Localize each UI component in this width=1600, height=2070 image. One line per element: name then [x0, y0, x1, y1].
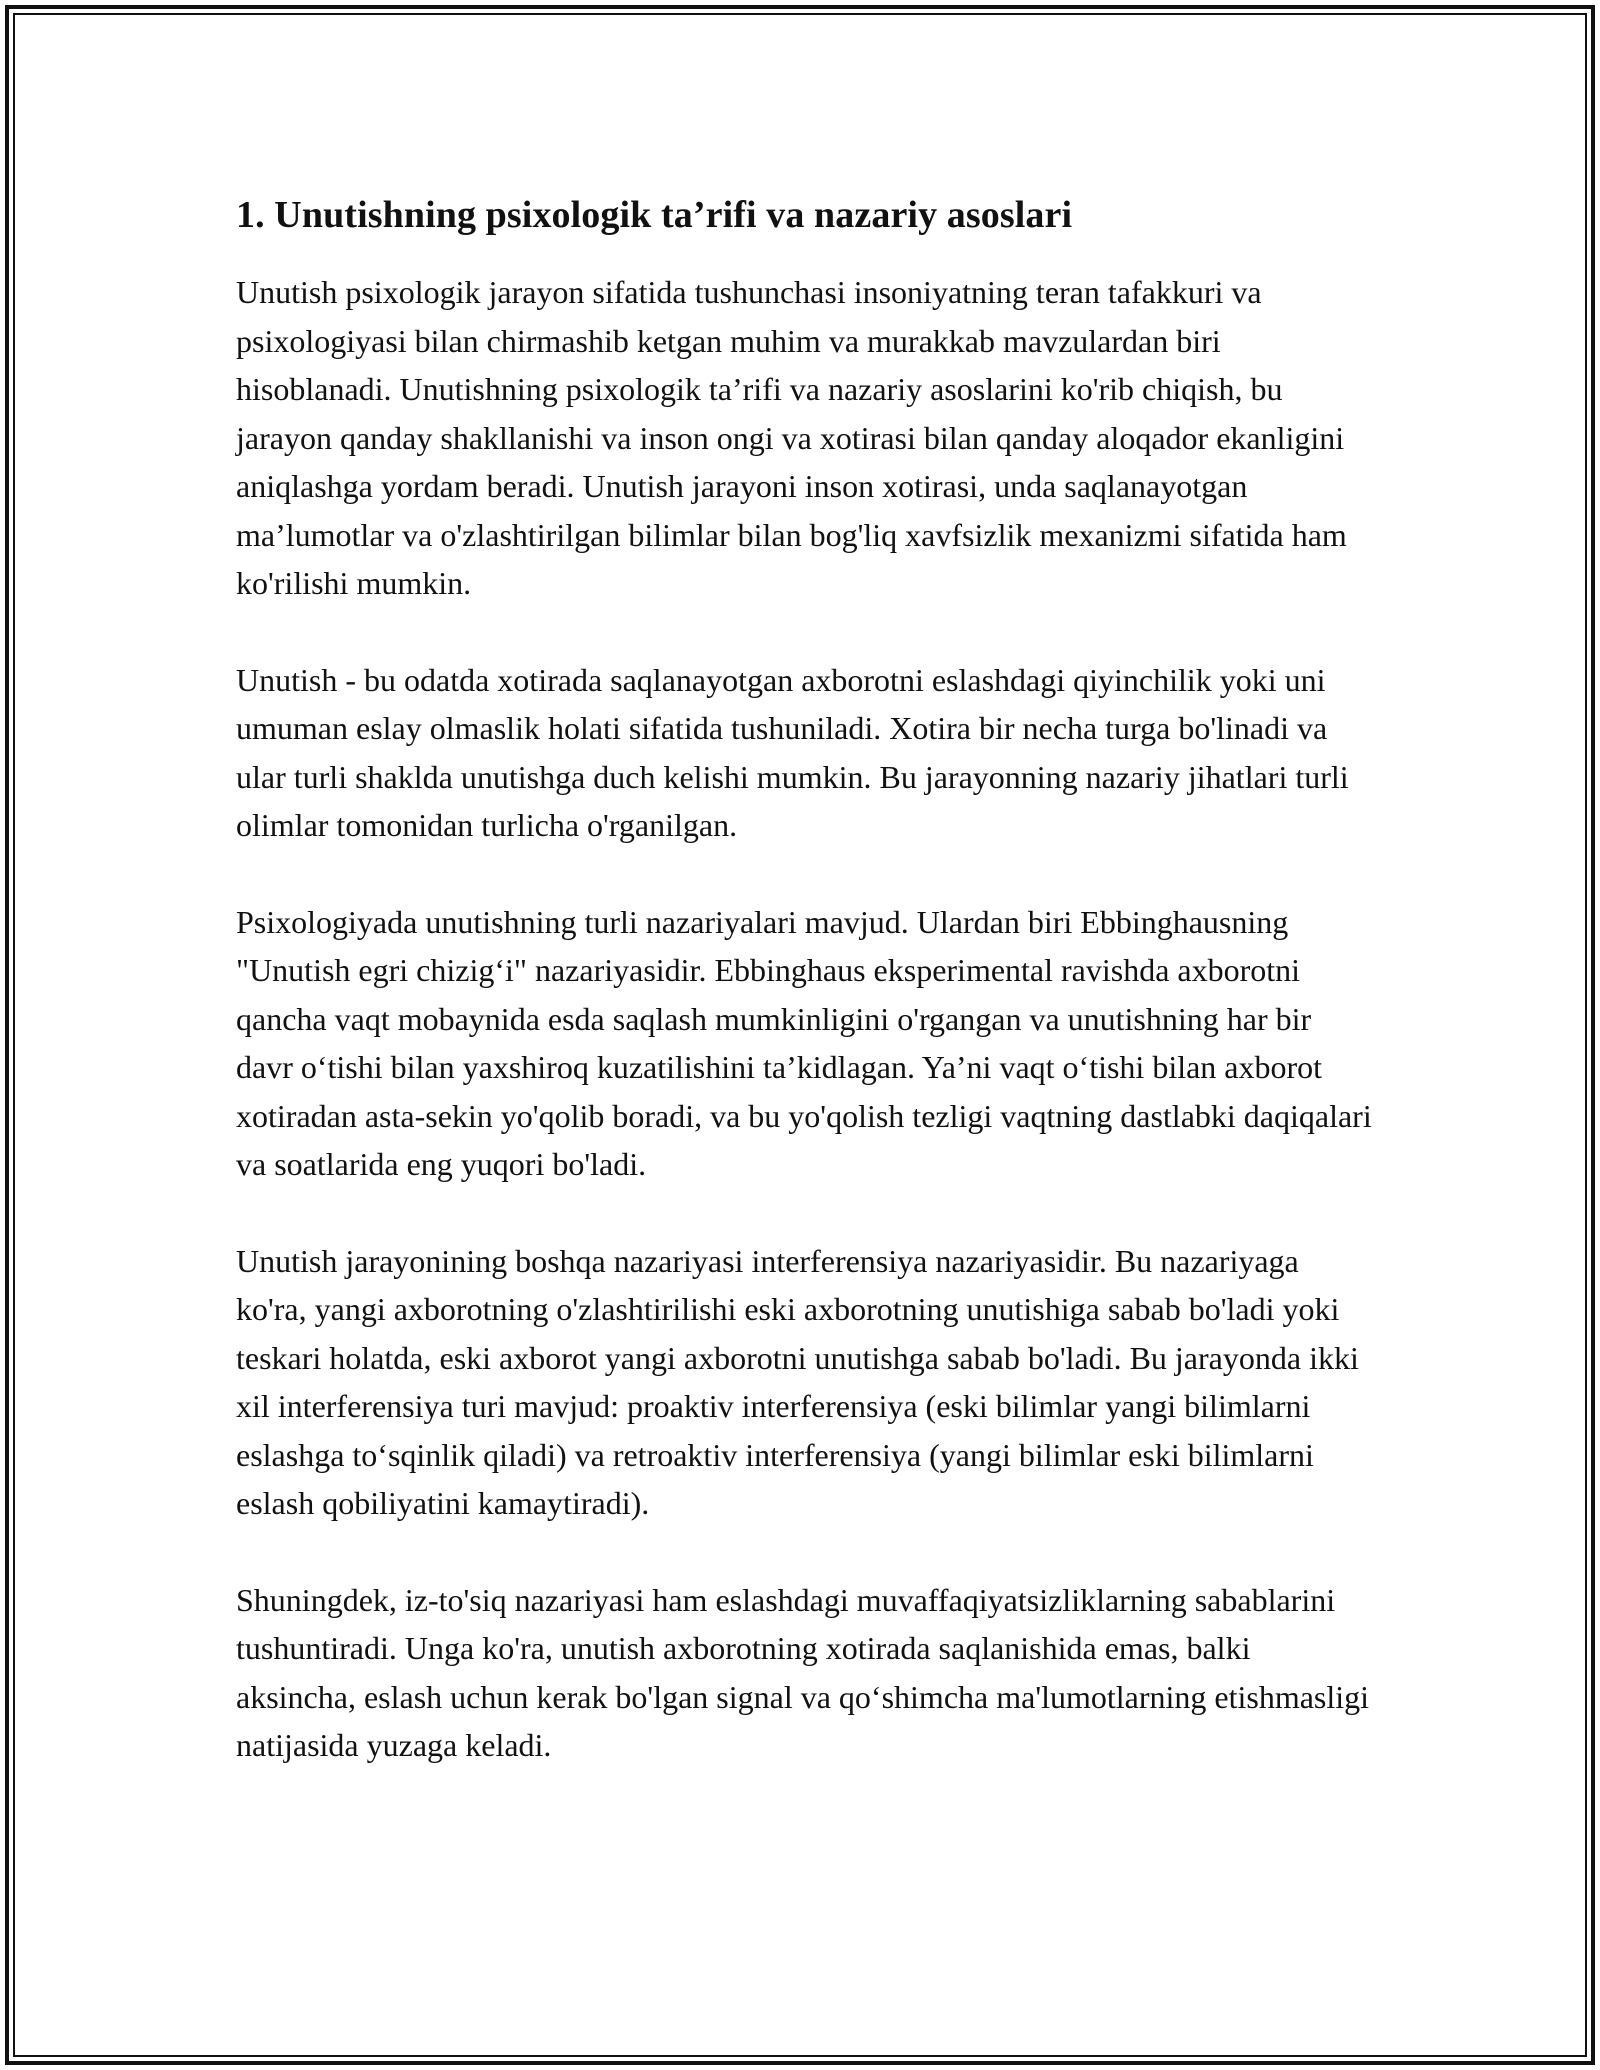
paragraph-4: Unutish jarayonining boshqa nazariyasi interferensiya nazariyasidir. Bu nazariyaga ko'ra, yangi axborotning o'zlashtirilishi eski axborotning unutishiga sabab bo'ladi yoki teskari holatda, eski axborot yangi axborotni unutishga sabab bo'ladi. Bu jarayonda ikki xil interferensiya turi mavjud: proaktiv interferensiya (eski bilimlar yangi bilimlarni eslashga to‘sqinlik qiladi) va retroaktiv interferensiya (yangi bilimlar eski bilimlarni eslash qobiliyatini kamaytiradi). [236, 1242, 1359, 1521]
paragraph-5: Shuningdek, iz-to'siq nazariyasi ham eslashdagi muvaffaqiyatsizliklarning sabablarini tushuntiradi. Unga ko'ra, unutish axborotning xotirada saqlanishida emas, balki aksincha, eslash uchun kerak bo'lgan signal va qo‘shimcha ma'lumotlarning etishmasligi natijasida yuzaga keladi. [236, 1581, 1370, 1763]
paragraph-1: Unutish psixologik jarayon sifatida tushunchasi insoniyatning teran tafakkuri va psixologiyasi bilan chirmashib ketgan muhim va murakkab mavzulardan biri hisoblanadi. Unutishning psixologik ta’rifi va nazariy asoslarini ko'rib chiqish, bu jarayon qanday shakllanishi va inson ongi va xotirasi bilan qanday aloqador ekanligini aniqlashga yordam beradi. Unutish jarayoni inson xotirasi, unda saqlanayotgan ma’lumotlar va o'zlashtirilgan bilimlar bilan bog'liq xavfsizlik mexanizmi sifatida ham ko'rilishi mumkin. [236, 274, 1347, 601]
document-body [236, 186, 1376, 1818]
paragraph-2: Unutish - bu odatda xotirada saqlanayotgan axborotni eslashdagi qiyinchilik yoki uni umuman eslay olmaslik holati sifatida tushuniladi. Xotira bir necha turga bo'linadi va ular turli shaklda unutishga duch kelishi mumkin. Bu jarayonning nazariy jihatlari turli olimlar tomonidan turlicha o'rganilgan. [236, 661, 1349, 843]
paragraph-3: Psixologiyada unutishning turli nazariyalari mavjud. Ulardan biri Ebbinghausning "Unutish egri chizig‘i" nazariyasidir. Ebbinghaus eksperimental ravishda axborotni qancha vaqt mobaynida esda saqlash mumkinligini o'rgangan va unutishning har bir davr o‘tishi bilan yaxshiroq kuzatilishini ta’kidlagan. Ya’ni vaqt o‘tishi bilan axborot xotiradan asta-sekin yo'qolib boradi, va bu yo'qolish tezligi vaqtning dastlabki daqiqalari va soatlarida eng yuqori bo'ladi. [236, 903, 1372, 1182]
section-heading: 1. Unutishning psixologik ta’rifi va nazariy asoslari [236, 194, 1073, 236]
